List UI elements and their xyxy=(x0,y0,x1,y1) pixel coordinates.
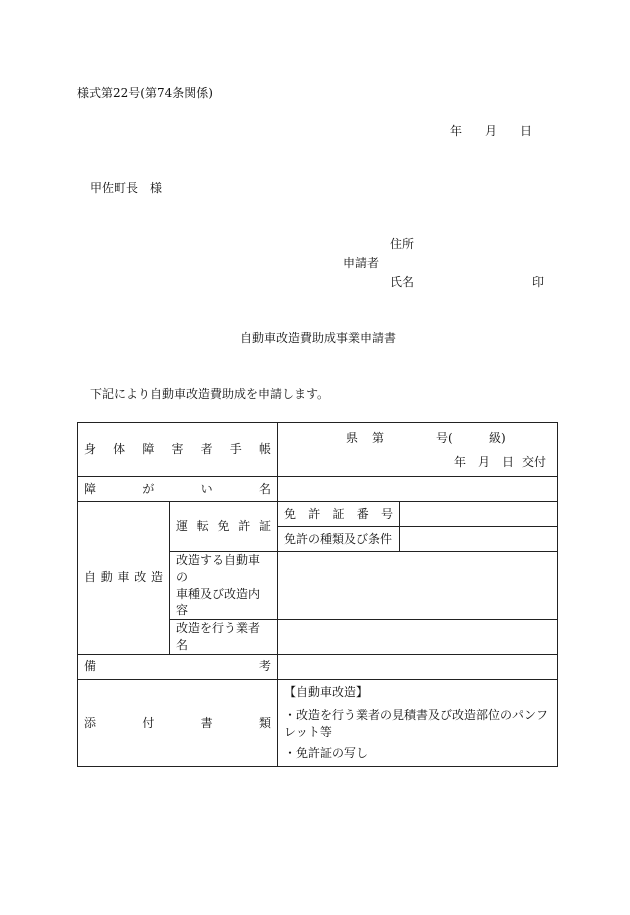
license-label: 運 転 免 許 証 xyxy=(176,519,272,534)
license-number-label: 免 許 証 番 号 xyxy=(284,506,393,521)
vehicle-label-line1: 改造する自動車の xyxy=(176,553,261,584)
date-year-label: 年 xyxy=(450,124,463,138)
handbook-label-cell xyxy=(78,423,278,477)
dealer-value-cell[interactable] xyxy=(278,620,558,655)
dealer-label: 改造を行う業者名 xyxy=(176,621,261,652)
date-day-label: 日 xyxy=(519,124,532,138)
handbook-issue-day: 日 xyxy=(502,455,515,469)
handbook-grade-label: 級) xyxy=(489,431,506,445)
vehicle-label-line2: 車種及び改造内容 xyxy=(176,586,261,618)
intro-text: 下記により自動車改造費助成を申請します。 xyxy=(90,387,330,401)
license-number-value-cell[interactable] xyxy=(400,502,558,527)
attachments-list-cell xyxy=(278,679,558,766)
attachments-heading: 【自動車改造】 xyxy=(284,684,369,699)
disability-label: 障 が い 名 xyxy=(84,481,271,496)
document-title: 自動車改造費助成事業申請書 xyxy=(240,331,397,345)
handbook-value-cell[interactable] xyxy=(278,423,558,477)
attachments-label: 添 付 書 類 xyxy=(84,715,271,730)
seal-mark: 印 xyxy=(532,275,545,289)
application-table xyxy=(77,422,558,767)
handbook-label: 身 体 障 害 者 手 帳 xyxy=(84,442,271,457)
form-number: 様式第22号(第74条関係) xyxy=(77,86,213,100)
row-attachments xyxy=(78,679,558,766)
handbook-issue-month: 月 xyxy=(478,455,491,469)
handbook-prefecture-label: 県 xyxy=(346,431,359,445)
remarks-label-cell xyxy=(78,654,278,679)
dealer-label-cell xyxy=(170,620,278,655)
remarks-label: 備 考 xyxy=(84,659,272,674)
license-type-label: 免許の種類及び条件 xyxy=(284,531,393,546)
license-type-label-cell xyxy=(278,527,400,552)
date-month-label: 月 xyxy=(484,124,497,138)
remarks-value-cell[interactable] xyxy=(278,654,558,679)
applicant-role-label: 申請者 xyxy=(343,256,380,270)
row-disability xyxy=(78,477,558,502)
attachment-item: ・免許証の写し xyxy=(284,746,369,761)
license-label-cell xyxy=(170,502,278,552)
disability-label-cell xyxy=(78,477,278,502)
modification-label-cell xyxy=(78,502,170,655)
row-handbook xyxy=(78,423,558,477)
vehicle-value-cell[interactable] xyxy=(278,552,558,620)
applicant-name-label: 氏名 xyxy=(390,275,415,289)
applicant-address-label: 住所 xyxy=(390,237,415,251)
handbook-number-prefix: 第 xyxy=(372,431,385,445)
handbook-issue-year: 年 xyxy=(454,455,467,469)
addressee: 甲佐町長 様 xyxy=(90,181,163,195)
modification-label: 自 動 車 改 造 xyxy=(84,570,163,585)
vehicle-label-cell xyxy=(170,552,278,620)
row-remarks xyxy=(78,654,558,679)
handbook-issue-label: 交付 xyxy=(522,455,547,469)
disability-value-cell[interactable] xyxy=(278,477,558,502)
date-line xyxy=(450,125,532,137)
attachment-item: ・改造を行う業者の見積書及び改造部位のパンフレット等 xyxy=(284,707,549,739)
handbook-number-suffix: 号( xyxy=(436,431,453,445)
license-number-label-cell xyxy=(278,502,400,527)
license-type-value-cell[interactable] xyxy=(400,527,558,552)
row-license-number xyxy=(78,502,558,527)
attachments-label-cell xyxy=(78,679,278,766)
